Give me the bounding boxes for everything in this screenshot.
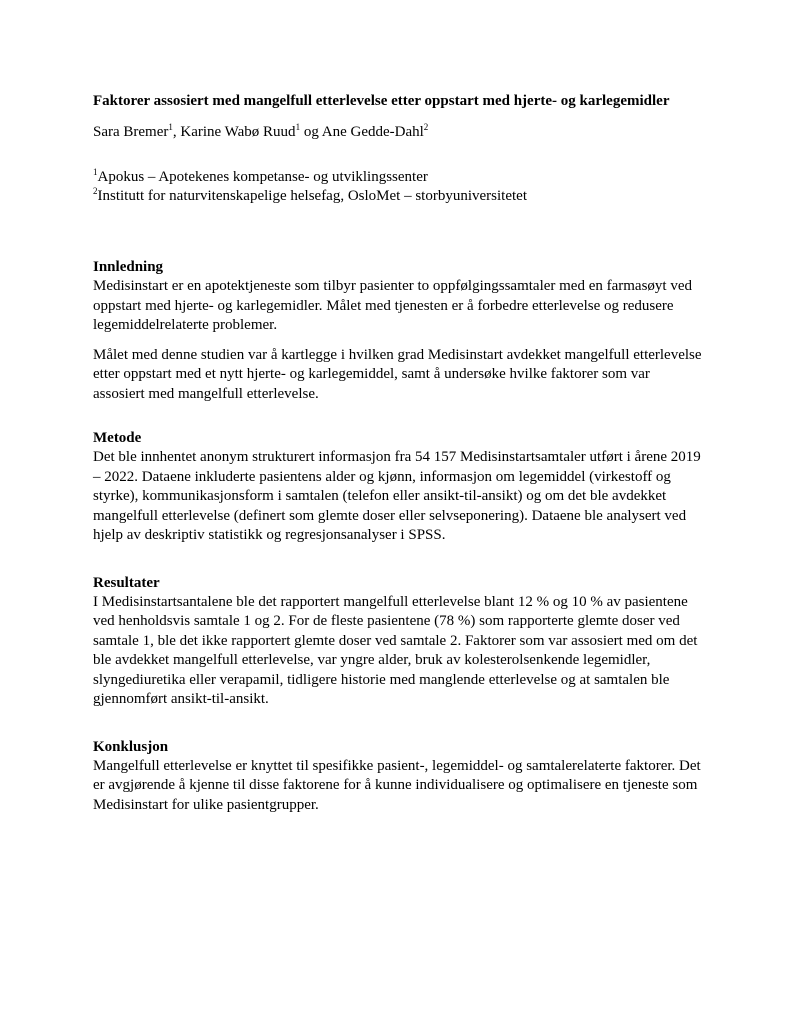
paragraph: Det ble innhentet anonym strukturert informasjon fra 54 157 Medisinstartsamtaler utført i årene 2019 – 2022. Dataene inkluderte pasientens alder og kjønn, informasjon om legemiddel (virkestoff og styrke), kommunikasjonsform i samtalen (telefon eller ansikt-til-ansikt) og om det ble avdekket mangelfull etterlevelse (definert som glemte doser eller selvseponering). Dataene ble analysert ved hjelp av deskriptiv statistikk og regresjonsanalyser i SPSS. (93, 449, 701, 543)
section-heading: Innledning (93, 259, 164, 275)
author-name: Ane Gedde-Dahl (321, 124, 424, 140)
paragraph: I Medisinstartsantalene ble det rapportert mangelfull etterlevelse blant 12 % og 10 % av pasientene ved henholdsvis samtale 1 og 2. For de fleste pasientene (78 %) som rapporterte glemte doser ved samtale 1, ble det ikke rapportert glemte doser ved samtale 2. Faktorer som var assosiert med om det ble avdekket mangelfull etterlevelse, var yngre alder, bruk av kolesterolsenkende legemidler, slyngediuretika eller verapamil, tidligere historie med manglende etterlevelse og at samtalen ble gjennomført ansikt-til-ansikt. (93, 593, 698, 707)
paragraph: Medisinstart er en apotektjeneste som tilbyr pasienter to oppfølgingssamtaler med en farmasøyt ved oppstart med hjerte- og karlegemidler. Målet med tjenesten er å forbedre etterlevelse og redusere legemiddelrelaterte problemer. (93, 278, 693, 333)
section-results (93, 574, 733, 710)
document-title: Faktorer assosiert med mangelfull etterlevelse etter oppstart med hjerte- og karlegemidler (93, 93, 670, 109)
affiliation-marker: 2 (93, 186, 98, 196)
author-affiliation-marker: 1 (168, 122, 173, 132)
section-heading: Resultater (93, 574, 160, 591)
affiliation-list (93, 168, 733, 206)
author-name: Karine Wabø Ruud (180, 124, 296, 140)
affiliation-item (93, 187, 733, 206)
section-method (93, 429, 733, 546)
author-list (93, 123, 733, 142)
paragraph: Mangelfull etterlevelse er knyttet til spesifikke pasient-, legemiddel- og samtalerelaterte faktorer. Det er avgjørende å kjenne til disse faktorene for å kunne individualisere og optimalisere en tjeneste som Medisinstart for ulike pasientgrupper. (93, 757, 701, 813)
section-heading: Metode (93, 430, 142, 446)
affiliation-item (93, 168, 733, 187)
author-affiliation-marker: 2 (423, 122, 429, 132)
affiliation-text: Institutt for naturvitenskapelige helsefag, OsloMet – storbyuniversitetet (97, 188, 527, 204)
section-conclusion (93, 738, 733, 816)
paragraph: Målet med denne studien var å kartlegge i hvilken grad Medisinstart avdekket mangelfull etterlevelse etter oppstart med et nytt hjerte- og karlegemiddel, samt å undersøke hvilke faktorer som var assosiert med mangelfull etterlevelse. (93, 346, 702, 402)
affiliation-marker: 1 (93, 167, 98, 177)
affiliation-text: Apokus – Apotekenes kompetanse- og utviklingssenter (97, 169, 428, 185)
author-name: Sara Bremer (93, 124, 169, 140)
author-separator: , (172, 124, 181, 140)
section-heading: Konklusjon (93, 738, 169, 755)
document-page (93, 92, 733, 815)
section-introduction (93, 258, 733, 404)
author-affiliation-marker: 1 (295, 122, 301, 132)
author-separator: og (300, 124, 322, 140)
